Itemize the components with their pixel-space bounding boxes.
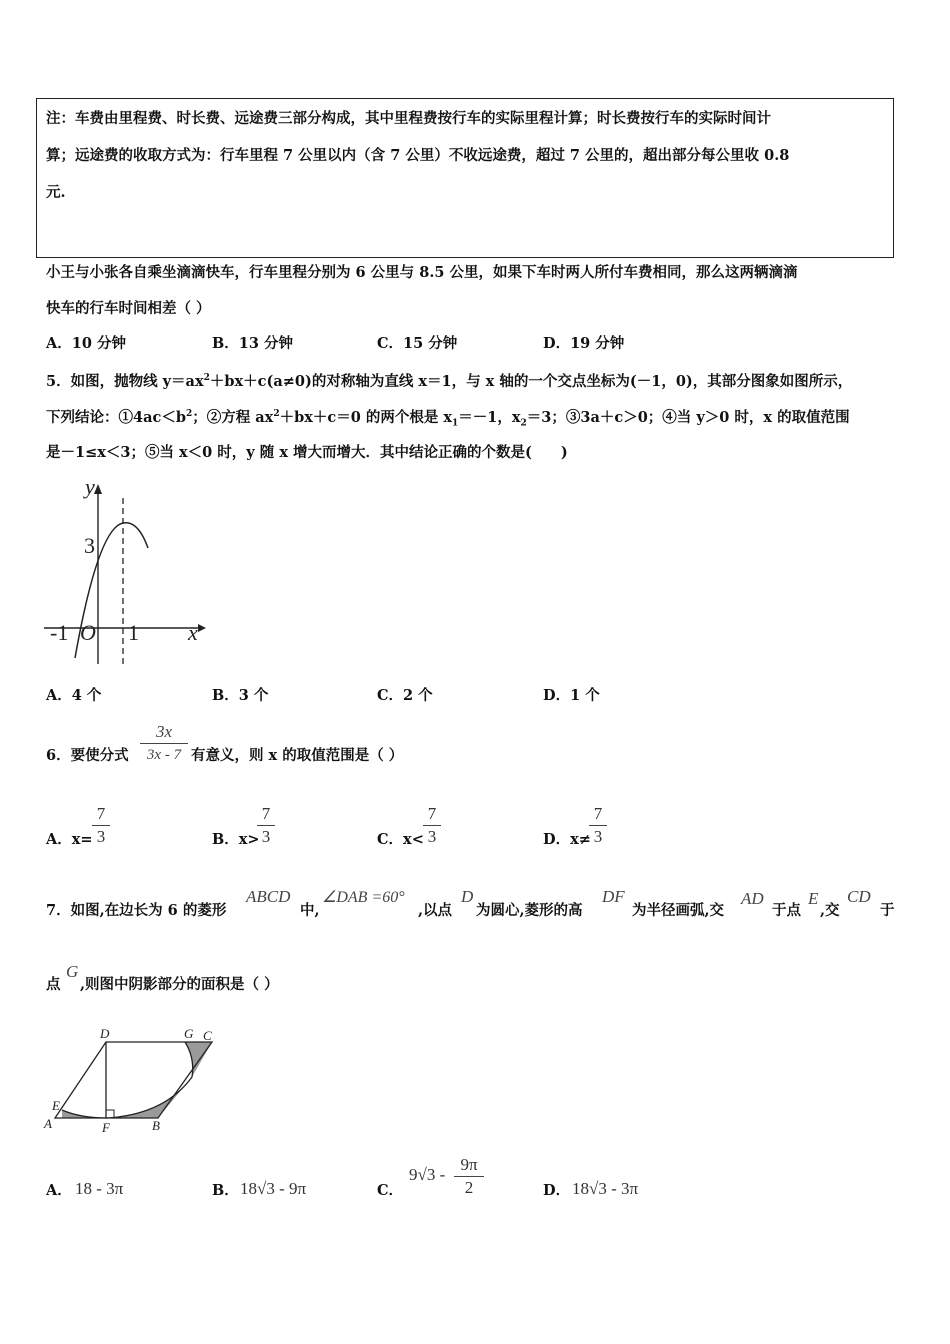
label-a: A — [44, 1116, 52, 1131]
q7-m-angle: ∠DAB =60° — [322, 889, 405, 906]
q4-line-2: 快车的行车时间相差（ ） — [46, 300, 211, 317]
q7-m-ad: AD — [741, 889, 764, 908]
q7-option-b-label: B． — [212, 1182, 239, 1199]
q7-option-a-expr: 18 - 3π — [75, 1179, 124, 1198]
q7-option-c-label: C． — [377, 1182, 404, 1199]
q5-line-1: 5．如图，抛物线 $y=ax^2+bx+c(a\ne 0)$的对称轴为直线 x＝1，与 x 轴的一个交点坐标为(－1，0)，其部分图象如图所示， — [46, 372, 853, 390]
q7-t5: 为半径画弧,交 — [632, 902, 725, 919]
q6-option-a-label: A．x= — [46, 831, 93, 848]
q7-option-b-expr: 18√3 - 9π — [240, 1179, 307, 1198]
q5-option-d: D．1 个 — [543, 687, 600, 704]
shade-right — [108, 1077, 192, 1118]
q7-t7: ,交 — [820, 902, 840, 919]
q7-option-c-expr: 9√3 - — [409, 1165, 446, 1184]
q5-line-3: 是－1≤x＜3；⑤当 x＜0 时，y 随 x 增大而增大．其中结论正确的个数是( ) — [46, 444, 568, 461]
label-d: D — [100, 1026, 110, 1041]
q7-option-d-expr: 18√3 - 3π — [572, 1179, 639, 1198]
label-f: F — [102, 1120, 110, 1135]
q7-t8: 于 — [880, 902, 895, 919]
q6-option-b-label: B．x> — [212, 831, 260, 848]
q7-option-a-label: A． — [46, 1182, 72, 1199]
q5-option-b: B．3 个 — [212, 687, 269, 704]
q7-t3: ,以点 — [418, 902, 453, 919]
q6-fraction — [140, 722, 188, 765]
q4-option-d: D．19 分钟 — [543, 335, 625, 352]
q5-option-a: A．4 个 — [46, 687, 102, 704]
q7-t9: 点 — [46, 976, 61, 993]
origin-label: O — [80, 620, 96, 645]
q7-m-e: E — [808, 889, 819, 908]
q5-line-2: 下列结论：$①4ac<b^2$；②方程 $ax^2+bx+c=0$ 的两个根是 $x_1=-1$，$x_2=3$；③3a＋c＞0；④当 y＞0 时，x 的取值范围 — [46, 408, 850, 429]
label-g: G — [184, 1026, 194, 1041]
q7-t1: 7．如图,在边长为 6 的菱形 — [46, 902, 227, 919]
q6-frac-den: 3x - 7 — [146, 747, 182, 763]
note-line-1: 注：车费由里程费、时长费、远途费三部分构成，其中里程费按行车的实际里程计算；时长费按行车的实际时间计 — [46, 110, 771, 127]
q6-option-c-label: C．x< — [377, 831, 424, 848]
q7-m-g: G — [66, 962, 79, 981]
q7-t2: 中, — [300, 902, 320, 919]
parabola-graph — [40, 478, 210, 668]
q7-m-d: D — [461, 887, 474, 906]
label-c: C — [203, 1028, 212, 1043]
q7-m-df: DF — [602, 887, 625, 906]
q7-option-c-frac: 9π 2 — [454, 1155, 484, 1198]
q6-suffix: 有意义，则 x 的取值范围是（ ） — [191, 747, 404, 764]
label-b: B — [152, 1118, 160, 1133]
q6-option-d-frac: 7 3 — [589, 804, 607, 847]
tick-3: 3 — [84, 533, 95, 558]
q4-option-c: C．15 分钟 — [377, 335, 458, 352]
right-angle-mark — [106, 1110, 114, 1118]
q6-frac-num: 3x — [155, 722, 173, 741]
q6-option-a-frac: 7 3 — [92, 804, 110, 847]
q7-m-cd: CD — [847, 887, 871, 906]
q6-prefix: 6．要使分式 — [46, 747, 129, 764]
q4-option-b: B．13 分钟 — [212, 335, 293, 352]
q4-option-a: A．10 分钟 — [46, 335, 126, 352]
q4-line-1: 小王与小张各自乘坐滴滴快车，行车里程分别为 6 公里与 8.5 公里，如果下车时两人所付车费相同，那么这两辆滴滴 — [46, 264, 798, 281]
x-label: x — [188, 620, 198, 645]
q6-option-c-frac: 7 3 — [423, 804, 441, 847]
q7-t10: ,则图中阴影部分的面积是（ ） — [80, 976, 279, 993]
q6-option-b-frac: 7 3 — [257, 804, 275, 847]
note-line-3: 元. — [46, 184, 66, 201]
rhombus-figure — [40, 1022, 230, 1140]
note-line-2: 算；远途费的收取方式为：行车里程 7 公里以内（含 7 公里）不收远途费，超过 7 公里的，超出部分每公里收 0.8 — [46, 147, 790, 164]
label-e: E — [52, 1098, 60, 1113]
q6-option-d-label: D．x≠ — [543, 831, 591, 848]
tick-neg1: -1 — [50, 620, 69, 645]
y-axis-arrow — [94, 484, 102, 494]
tick-1: 1 — [128, 620, 139, 645]
rhombus — [55, 1042, 212, 1118]
y-label: y — [85, 478, 95, 499]
arc-eg — [62, 1042, 193, 1118]
q7-m-abcd: ABCD — [246, 887, 291, 906]
q5-option-c: C．2 个 — [377, 687, 433, 704]
q7-option-d-label: D． — [543, 1182, 571, 1199]
x-axis-arrow — [198, 624, 206, 632]
q7-t4: 为圆心,菱形的高 — [476, 902, 583, 919]
q7-t6: 于点 — [772, 902, 801, 919]
